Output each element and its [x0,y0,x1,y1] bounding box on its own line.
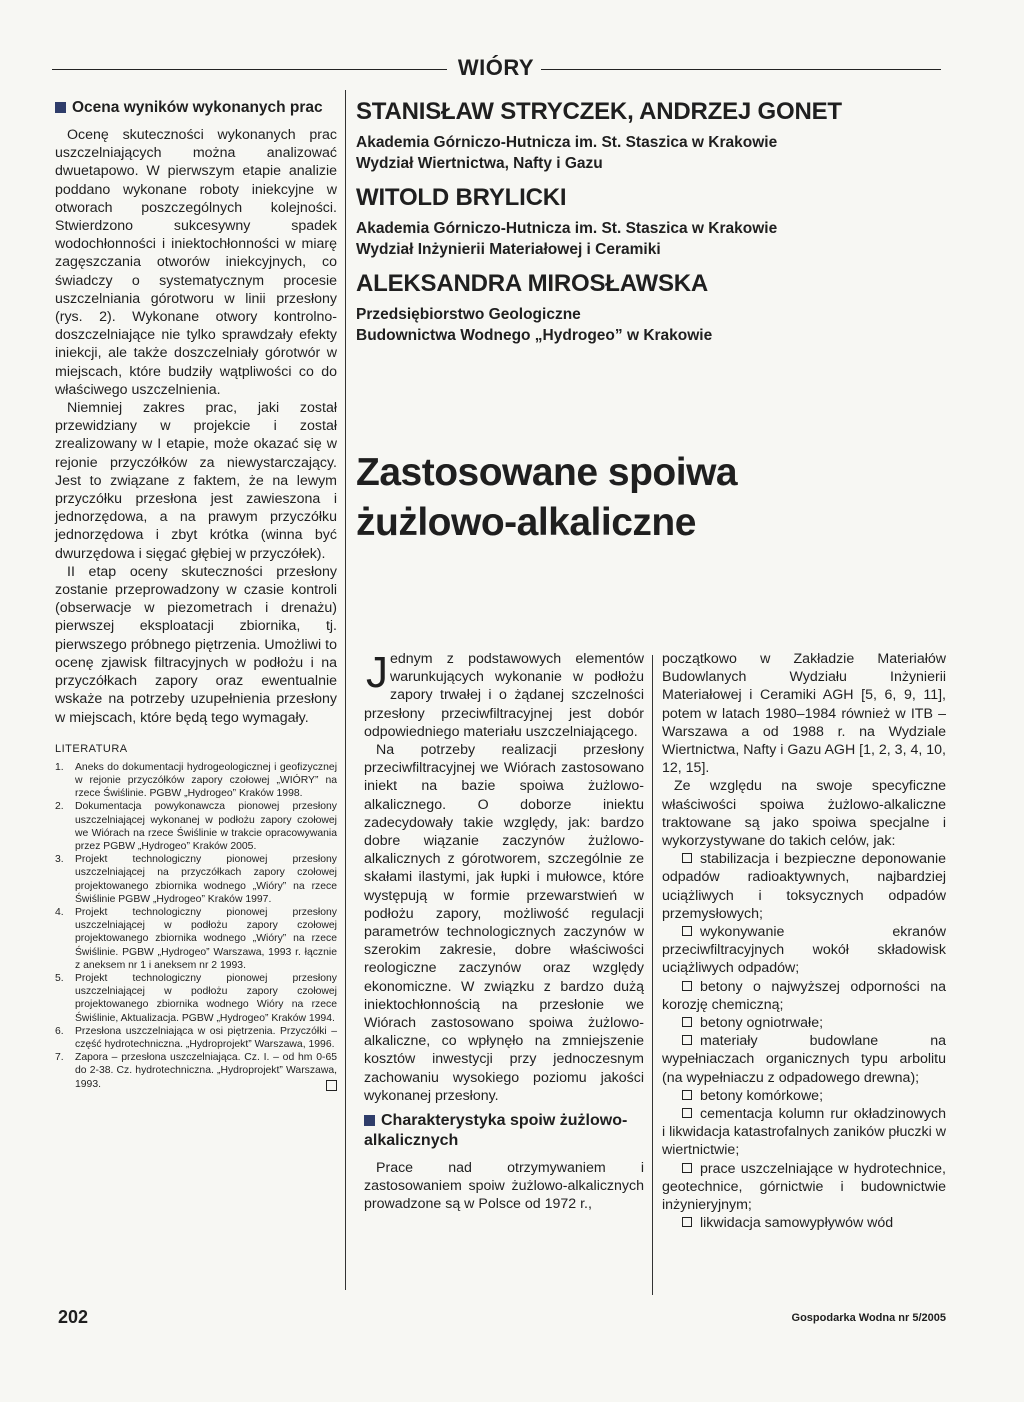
reference-item [55,800,337,853]
list-item-text: betony ogniotrwałe; [700,1015,824,1032]
page-number: 202 [58,1307,89,1327]
reference-number: 2. [55,801,64,813]
column-divider [345,90,346,1290]
reference-text: Przesłona uszczelniająca w osi piętrzenia. Przyczółki – część hydrotechniczna. „Hydroprojekt” Warszawa, 1996. [75,1025,337,1050]
reference-text: Dokumentacja powykonawcza pionowej przesłony uszczelniającej wykonanej w podłożu zapory czołowej we Wiórach na rzece Świślinie w trakcie opracowywania przez PGBW „Hydrogeo” Kraków 2005. [75,801,337,852]
list-item-text: prace uszczelniające w hydrotechnice, geotechnice, górnictwie i budownictwie inżynieryjnym; [662,1160,946,1214]
section-name: WIÓRY [457,55,535,80]
author-name: WITOLD BRYLICKI [356,184,567,211]
author-affiliation [356,304,956,346]
author-affiliation [356,132,956,174]
left-column [55,98,337,1091]
section-heading [55,98,337,118]
paragraph: Prace nad otrzymywaniem i zastosowaniem spoiw żużlowo-alkalicznych prowadzone są w Polsce od 1972 r., [364,1160,644,1213]
intro-paragraph [364,650,644,741]
middle-column [364,650,644,1214]
literature-heading: LITERATURA [55,742,128,755]
reference-number: 6. [55,1025,64,1037]
affiliation-line: Wydział Wiertnictwa, Nafty i Gazu [356,155,603,172]
checkbox-bullet-icon [682,1163,692,1173]
checkbox-bullet-icon [682,853,692,863]
list-item [662,1014,946,1032]
list-item [662,1160,946,1215]
reference-text: Zapora – przesłona uszczelniająca. Cz. I. – od hm 0-65 do 2-38. Cz. hydrotechniczna. „Hydroprojekt” Warszawa, 1993. [75,1052,337,1090]
affiliation-line: Wydział Inżynierii Materiałowej i Ceramiki [356,241,661,258]
reference-text: Projekt technologiczny pionowej przesłony uszczelniającej w podłożu zapory czołowej projektowanego zbiornika wodnego „Wióry” na rzece Świślinie. PGBW „Hydrogeo” Warszawa, 1993 r. łącznie z aneksem nr 1 i aneksem nr 2 1993. [75,906,337,971]
list-item [662,1087,946,1105]
checkbox-bullet-icon [682,926,692,936]
list-item [662,850,946,923]
reference-number: 1. [55,761,64,773]
list-item-text: betony o najwyższej odporności na korozję chemiczną; [662,978,946,1013]
square-bullet-icon [364,1115,375,1126]
author-name: STANISŁAW STRYCZEK, ANDRZEJ GONET [356,98,842,125]
reference-number: 3. [55,854,64,866]
list-item [662,1214,946,1232]
article-title-line: Zastosowane spoiwa [356,451,738,494]
author-block [356,98,956,356]
header-rule-right [541,69,941,70]
reference-item [55,853,337,906]
section-heading-text: Charakterystyka spoiw żużlowo-alkalicznych [364,1112,628,1150]
journal-reference: Gospodarka Wodna nr 5/2005 [791,1312,946,1324]
affiliation-line: Budownictwa Wodnego „Hydrogeo” w Krakowie [356,327,713,344]
affiliation-line: Przedsiębiorstwo Geologiczne [356,306,581,323]
drop-cap: J [366,648,388,697]
reference-text: Projekt technologiczny pionowej przesłony uszczelniającej na przyczółkach zapory czołowej projektowanego zbiornika wodnego „Wióry” na rzece Świślinie PGBW „Hydrogeo” Kraków 1997. [75,854,337,905]
reference-list [55,761,337,1091]
list-item [662,1032,946,1087]
article-title [356,448,956,548]
reference-text: Aneks do dokumentacji hydrogeologicznej i geofizycznej w rejonie przyczółków zapory czołowej „WIÓRY” na rzece Świślinie. PGBW „Hydrogeo” Kraków 1998. [75,761,337,800]
paragraph: Ze względu na swoje specyficzne właściwości spoiwa żużlowo-alkaliczne traktowane są jako spoiwa specjalne i wykorzystywane do takich celów, jak: [662,778,946,850]
reference-item [55,1051,337,1091]
paragraph: II etap oceny skuteczności przesłony zostanie przeprowadzony w czasie kontroli (obserwacje w piezometrach i drenażu) pierwszej eksploatacji zbiornika, tj. pierwszego próbnego piętrzenia. Umożliwi to ocenę zjawisk filtracyjnych w podłożu i na przyczółkach zapory oraz ewentualnie wskaże na potrzeby uzupełnienia przesłony w miejscach, które będą tego wymagały. [55,563,337,726]
reference-item [55,906,337,972]
list-item [662,1105,946,1160]
column-divider [652,655,653,1295]
section-heading [364,1111,644,1151]
reference-item [55,761,337,801]
author-affiliation [356,218,956,260]
reference-number: 5. [55,972,64,984]
list-item-text: betony komórkowe; [700,1087,824,1104]
reference-number: 4. [55,906,64,918]
header-rule-left [52,69,447,70]
paragraph: początkowo w Zakładzie Materiałów Budowlanych Wydziału Inżynierii Materiałowej i Ceramiki AGH [5, 6, 9, 11], potem w latach 1980–1984 również w ITB – Warszawa a od 1988 r. na Wydziale Wiertnictwa, Nafty i Gazu AGH [1, 2, 3, 4, 10, 12, 15]. [662,651,946,777]
list-item [662,978,946,1014]
checkbox-bullet-icon [682,1108,692,1118]
affiliation-line: Akademia Górniczo-Hutnicza im. St. Staszica w Krakowie [356,220,778,237]
square-bullet-icon [55,102,66,113]
list-item-text: materiały budowlane na wypełniaczach organicznych typu arbolitu (na wypełniaczu z odpadowego drewna); [662,1033,946,1086]
paragraph: Na potrzeby realizacji przesłony przeciwfiltracyjnej we Wiórach zastosowano iniekt na bazie spoiwa żużlowo-alkalicznego. O doborze iniektu zadecydowały takie względy, jak: bardzo dobre wiązanie zaczynów żużlowo-alkalicznych z górotworem, szczególnie ze skałami ilastymi, jak łupki i mułowce, które występują w formie przewarstwień w podłożu zapory, możliwość regulacji parametrów technologicznych zaczynów w szerokim zakresie, dobre właściwości reologiczne zaczynów oraz względy ekonomiczne. W związku z bardzo dużą iniektochłonnością na przesłonie we Wiórach zastosowano spoiwa żużlowo-alkaliczne, co wpłynęło na zmniejszenie kosztów inwestycji przy jednoczesnym zachowaniu wysokiego poziomu jakości wykonanej przesłony. [364,742,644,1104]
checkbox-bullet-icon [682,1017,692,1027]
list-item-text: wykonywanie ekranów przeciwfiltracyjnych wokół składowisk uciążliwych odpadów; [662,924,946,977]
reference-number: 7. [55,1052,64,1064]
list-item [662,923,946,978]
checkbox-bullet-icon [682,981,692,991]
list-item-text: stabilizacja i bezpieczne deponowanie odpadów radioaktywnych, najbardziej uciążliwych i toksycznych odpadów przemysłowych; [662,851,946,922]
checkbox-bullet-icon [682,1217,692,1227]
list-item-text: likwidacja samowypływów wód [700,1215,894,1232]
intro-text: ednym z podstawowych elementów warunkujących wykonanie w podłożu zapory trwałej i o żądanej szczelności przesłony przeciwfiltracyjnej jest dobór odpowiedniego materiału uszczelniającego. [364,651,644,740]
reference-item [55,972,337,1025]
paragraph: Niemniej zakres prac, jaki został przewidziany w projekcie i został zrealizowany w I etapie, może okazać się w rejonie przyczółków za niewystarczający. Jest to związane z faktem, że na lewym przyczółku przesłona jest zawieszona i jednorzędowa, a na prawym przyczółku jednorzędowa i zbyt krótka (winna być dwurzędowa i sięgać głębiej w przyczółek). [55,400,337,562]
right-column [662,650,946,1233]
reference-item [55,1025,337,1051]
list-item-text: cementacja kolumn rur okładzinowych i likwidacja katastrofalnych zaników płuczki w wiertnictwie; [662,1106,946,1159]
paragraph: Ocenę skuteczności wykonanych prac uszczelniających można analizować dwuetapowo. W pierwszym etapie analizie poddano wykonane roboty iniekcyjne w otworach poszczególnych kolejności. Stwierdzono sukcesywny spadek wodochłonności i iniektochłonności w miarę zagęszczania otworów iniekcyjnych, co świadczy o systematycznym procesie uszczelniania górotworu w linii przesłony (rys. 2). Wykonane otwory kontrolno-doszczelniające nie tylko sprawdzały efekty iniekcji, ale także doszczelniały górotwór w miejscach, które budziły wątpliwości co do właściwego uszczelnienia. [55,127,337,398]
checkbox-bullet-icon [682,1035,692,1045]
article-title-line: żużlowo-alkaliczne [356,501,696,544]
reference-text: Projekt technologiczny pionowej przesłony uszczelniającej w podłożu zapory czołowej projektowanego zbiornika wodnego Wióry na rzece Świślinie, Aktualizacja. PGBW „Hydrogeo” Kraków 1994. [75,972,337,1024]
checkbox-bullet-icon [682,1090,692,1100]
author-name: ALEKSANDRA MIROSŁAWSKA [356,270,709,297]
section-heading-text: Ocena wyników wykonanych prac [72,99,323,116]
end-of-article-icon [326,1080,337,1091]
affiliation-line: Akademia Górniczo-Hutnicza im. St. Staszica w Krakowie [356,134,778,151]
